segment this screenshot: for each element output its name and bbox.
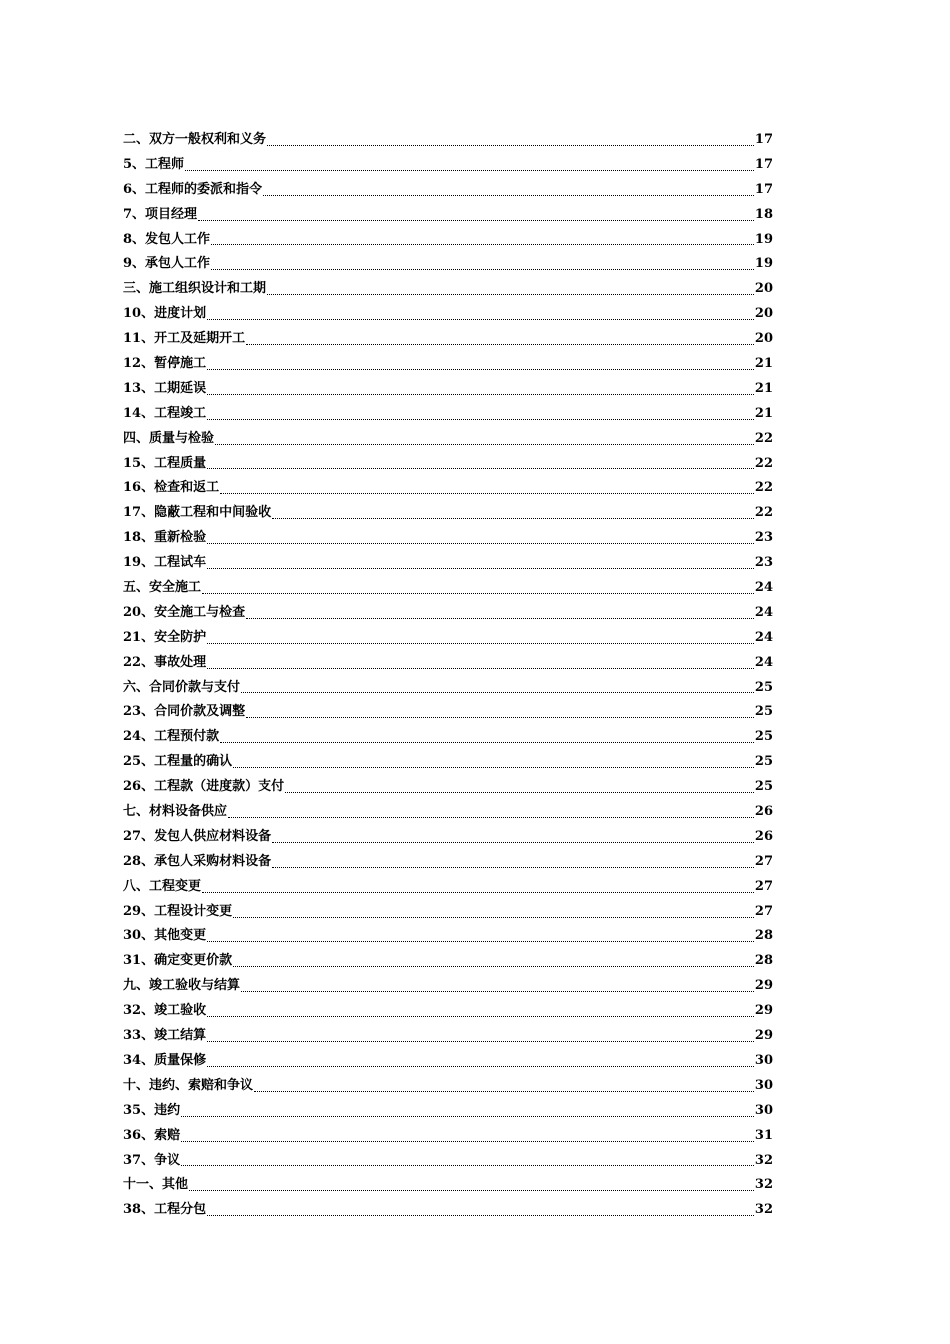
- toc-entry-page-number: 25: [754, 729, 773, 745]
- toc-entry-title: 八、工程变更: [123, 878, 202, 894]
- toc-entry-title: 34、质量保修: [123, 1052, 207, 1068]
- toc-entry-page-number: 21: [754, 405, 773, 421]
- toc-entry-page-number: 20: [754, 281, 773, 297]
- toc-dot-leader: [215, 444, 754, 445]
- toc-entry-title: 十、违约、索赔和争议: [123, 1077, 254, 1093]
- toc-entry-title: 十一、其他: [123, 1177, 189, 1193]
- toc-entry[interactable]: [123, 750, 773, 775]
- toc-entry[interactable]: [123, 651, 773, 676]
- toc-entry-title: 29、工程设计变更: [123, 903, 233, 919]
- toc-entry-title: 17、隐蔽工程和中间验收: [123, 505, 272, 521]
- toc-entry-title: 15、工程质量: [123, 455, 207, 471]
- toc-entry-page-number: 22: [754, 455, 773, 471]
- toc-entry-page-number: 25: [754, 779, 773, 795]
- toc-dot-leader: [207, 319, 754, 320]
- toc-entry-title: 九、竣工验收与结算: [123, 978, 241, 994]
- toc-entry-title: 12、暂停施工: [123, 356, 207, 371]
- table-of-contents: [123, 128, 773, 1223]
- toc-dot-leader: [207, 419, 754, 420]
- toc-entry[interactable]: [123, 676, 773, 701]
- toc-entry-page-number: 19: [754, 256, 773, 272]
- toc-entry-page-number: 27: [754, 878, 773, 894]
- toc-entry-title: 五、安全施工: [123, 580, 202, 596]
- toc-entry[interactable]: [123, 949, 773, 974]
- toc-dot-leader: [207, 941, 754, 942]
- toc-entry[interactable]: [123, 252, 773, 277]
- toc-entry[interactable]: [123, 476, 773, 501]
- toc-entry-page-number: 30: [754, 1052, 773, 1068]
- toc-entry-page-number: 17: [754, 156, 773, 172]
- toc-entry[interactable]: [123, 178, 773, 203]
- toc-entry-page-number: 28: [754, 953, 773, 969]
- toc-dot-leader: [246, 344, 754, 345]
- toc-dot-leader: [228, 817, 754, 818]
- toc-entry[interactable]: [123, 153, 773, 178]
- toc-entry[interactable]: [123, 1024, 773, 1049]
- toc-dot-leader: [207, 1215, 754, 1216]
- toc-entry[interactable]: [123, 1124, 773, 1149]
- toc-entry[interactable]: [123, 203, 773, 228]
- toc-entry[interactable]: [123, 1099, 773, 1124]
- toc-entry-page-number: 32: [754, 1177, 773, 1193]
- toc-entry[interactable]: [123, 352, 773, 377]
- toc-dot-leader: [246, 618, 754, 619]
- toc-dot-leader: [241, 692, 754, 693]
- toc-entry-page-number: 24: [754, 604, 773, 620]
- toc-entry-page-number: 19: [754, 231, 773, 247]
- toc-entry[interactable]: [123, 1198, 773, 1223]
- toc-entry-page-number: 25: [754, 754, 773, 770]
- toc-entry-title: 19、工程试车: [123, 555, 207, 571]
- toc-entry-page-number: 17: [754, 131, 773, 147]
- toc-entry[interactable]: [123, 825, 773, 850]
- toc-dot-leader: [185, 170, 754, 171]
- toc-dot-leader: [220, 742, 754, 743]
- toc-entry[interactable]: [123, 601, 773, 626]
- toc-dot-leader: [207, 394, 754, 395]
- toc-entry[interactable]: [123, 501, 773, 526]
- toc-entry-page-number: 29: [754, 978, 773, 994]
- toc-entry[interactable]: [123, 775, 773, 800]
- toc-entry-page-number: 24: [754, 654, 773, 670]
- toc-entry-title: 20、安全施工与检查: [123, 604, 246, 620]
- toc-dot-leader: [272, 842, 754, 843]
- toc-entry-page-number: 30: [754, 1077, 773, 1093]
- toc-dot-leader: [233, 917, 754, 918]
- toc-entry[interactable]: [123, 128, 773, 153]
- toc-entry-title: 14、工程竣工: [123, 405, 207, 421]
- toc-dot-leader: [207, 643, 754, 644]
- toc-entry-title: 六、合同价款与支付: [123, 679, 241, 695]
- toc-entry[interactable]: [123, 576, 773, 601]
- toc-entry-title: 18、重新检验: [123, 530, 207, 546]
- toc-dot-leader: [207, 1041, 754, 1042]
- toc-entry-page-number: 21: [754, 356, 773, 371]
- toc-dot-leader: [207, 568, 754, 569]
- toc-entry-title: 16、检查和返工: [123, 480, 220, 496]
- toc-entry-title: 7、项目经理: [123, 206, 198, 222]
- toc-entry[interactable]: [123, 1173, 773, 1198]
- toc-entry-title: 21、安全防护: [123, 629, 207, 645]
- toc-dot-leader: [220, 493, 754, 494]
- toc-dot-leader: [272, 518, 754, 519]
- toc-entry-title: 37、争议: [123, 1152, 181, 1168]
- toc-dot-leader: [267, 145, 754, 146]
- toc-entry-page-number: 18: [754, 206, 773, 222]
- toc-dot-leader: [207, 468, 754, 469]
- toc-entry[interactable]: [123, 974, 773, 999]
- toc-entry[interactable]: [123, 700, 773, 725]
- toc-entry-title: 11、开工及延期开工: [123, 331, 246, 347]
- toc-entry-page-number: 32: [754, 1152, 773, 1168]
- toc-entry[interactable]: [123, 800, 773, 825]
- toc-entry[interactable]: [123, 925, 773, 950]
- toc-dot-leader: [207, 1016, 754, 1017]
- toc-dot-leader: [202, 593, 754, 594]
- toc-entry-page-number: 29: [754, 1003, 773, 1019]
- toc-entry[interactable]: [123, 999, 773, 1024]
- toc-entry-title: 8、发包人工作: [123, 231, 211, 247]
- toc-entry-page-number: 20: [754, 331, 773, 347]
- toc-entry-title: 26、工程款（进度款）支付: [123, 779, 285, 795]
- toc-entry-page-number: 24: [754, 580, 773, 596]
- toc-dot-leader: [211, 269, 754, 270]
- toc-entry-title: 13、工期延误: [123, 380, 207, 396]
- toc-dot-leader: [181, 1141, 754, 1142]
- toc-entry-title: 23、合同价款及调整: [123, 704, 246, 720]
- toc-dot-leader: [207, 1066, 754, 1067]
- toc-entry[interactable]: [123, 900, 773, 925]
- toc-dot-leader: [254, 1091, 754, 1092]
- toc-entry-title: 二、双方一般权利和义务: [123, 131, 267, 147]
- toc-entry-page-number: 32: [754, 1202, 773, 1218]
- toc-entry-title: 25、工程量的确认: [123, 754, 233, 770]
- toc-entry-page-number: 26: [754, 828, 773, 844]
- toc-dot-leader: [241, 991, 754, 992]
- toc-entry-title: 28、承包人采购材料设备: [123, 853, 272, 869]
- toc-entry-title: 36、索赔: [123, 1127, 181, 1143]
- toc-entry[interactable]: [123, 327, 773, 352]
- toc-entry[interactable]: [123, 228, 773, 253]
- toc-entry-title: 33、竣工结算: [123, 1028, 207, 1044]
- toc-entry[interactable]: [123, 427, 773, 452]
- toc-dot-leader: [207, 668, 754, 669]
- toc-dot-leader: [207, 369, 754, 370]
- toc-entry[interactable]: [123, 1149, 773, 1174]
- toc-entry[interactable]: [123, 377, 773, 402]
- toc-entry[interactable]: [123, 1049, 773, 1074]
- toc-entry-title: 七、材料设备供应: [123, 804, 228, 820]
- toc-entry-page-number: 29: [754, 1028, 773, 1044]
- toc-entry[interactable]: [123, 526, 773, 551]
- toc-entry-title: 38、工程分包: [123, 1202, 207, 1218]
- toc-entry-title: 32、竣工验收: [123, 1003, 207, 1019]
- toc-dot-leader: [267, 294, 754, 295]
- toc-entry-page-number: 31: [754, 1127, 773, 1143]
- toc-entry[interactable]: [123, 452, 773, 477]
- toc-entry-title: 27、发包人供应材料设备: [123, 828, 272, 844]
- toc-dot-leader: [181, 1165, 754, 1166]
- toc-entry[interactable]: [123, 551, 773, 576]
- toc-entry-title: 10、进度计划: [123, 306, 207, 322]
- toc-entry-title: 9、承包人工作: [123, 256, 211, 272]
- toc-entry-page-number: 25: [754, 679, 773, 695]
- toc-entry-title: 24、工程预付款: [123, 729, 220, 745]
- toc-entry[interactable]: [123, 402, 773, 427]
- toc-entry-page-number: 27: [754, 903, 773, 919]
- toc-entry-title: 30、其他变更: [123, 928, 207, 944]
- toc-dot-leader: [233, 767, 754, 768]
- toc-dot-leader: [285, 792, 754, 793]
- toc-entry[interactable]: [123, 277, 773, 302]
- toc-entry-title: 5、工程师: [123, 156, 185, 172]
- toc-entry-page-number: 20: [754, 306, 773, 322]
- toc-entry-title: 31、确定变更价款: [123, 953, 233, 969]
- toc-entry-title: 三、施工组织设计和工期: [123, 281, 267, 297]
- toc-entry-page-number: 30: [754, 1102, 773, 1118]
- toc-dot-leader: [246, 717, 754, 718]
- toc-entry-page-number: 23: [754, 530, 773, 546]
- toc-entry[interactable]: [123, 875, 773, 900]
- toc-entry-page-number: 22: [754, 480, 773, 496]
- toc-entry[interactable]: [123, 725, 773, 750]
- toc-dot-leader: [181, 1116, 754, 1117]
- toc-entry[interactable]: [123, 302, 773, 327]
- toc-dot-leader: [233, 966, 754, 967]
- toc-dot-leader: [207, 543, 754, 544]
- toc-entry-page-number: 27: [754, 853, 773, 869]
- toc-entry[interactable]: [123, 850, 773, 875]
- toc-entry-page-number: 24: [754, 629, 773, 645]
- toc-entry-page-number: 26: [754, 804, 773, 820]
- toc-entry-page-number: 23: [754, 555, 773, 571]
- toc-dot-leader: [189, 1190, 754, 1191]
- toc-entry-page-number: 22: [754, 505, 773, 521]
- toc-entry-title: 35、违约: [123, 1102, 181, 1118]
- toc-entry-title: 6、工程师的委派和指令: [123, 181, 263, 197]
- toc-dot-leader: [202, 892, 754, 893]
- toc-entry-page-number: 21: [754, 380, 773, 396]
- toc-entry-page-number: 17: [754, 181, 773, 197]
- toc-dot-leader: [198, 220, 754, 221]
- toc-dot-leader: [272, 867, 754, 868]
- toc-dot-leader: [263, 195, 754, 196]
- toc-dot-leader: [211, 244, 754, 245]
- toc-entry-page-number: 28: [754, 928, 773, 944]
- toc-entry-page-number: 22: [754, 430, 773, 446]
- toc-entry-page-number: 25: [754, 704, 773, 720]
- toc-entry[interactable]: [123, 1074, 773, 1099]
- toc-entry[interactable]: [123, 626, 773, 651]
- toc-entry-title: 四、质量与检验: [123, 430, 215, 446]
- toc-entry-title: 22、事故处理: [123, 654, 207, 670]
